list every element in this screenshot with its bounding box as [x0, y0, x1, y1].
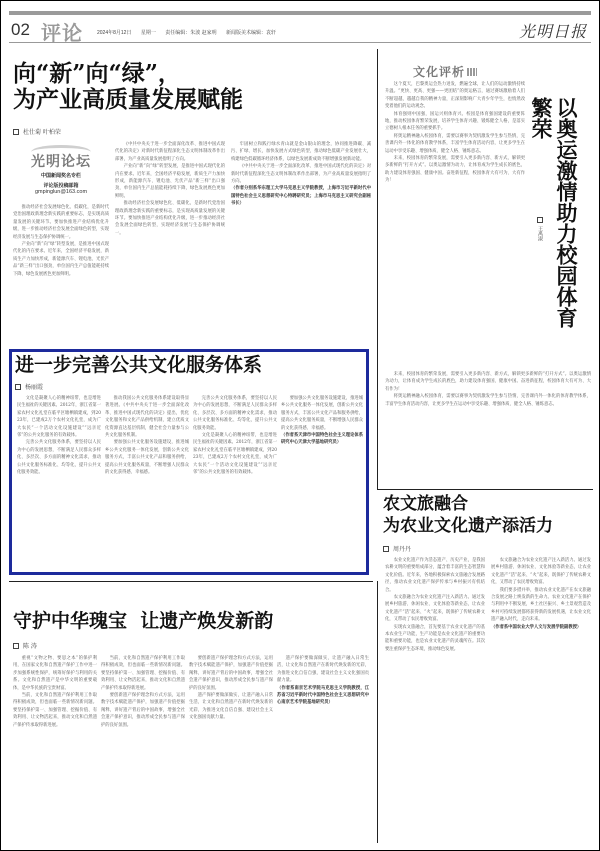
byline-agri-culture: 周丹丹 — [383, 544, 411, 553]
section-divider — [377, 489, 593, 490]
article-body-public-culture-col4: 要加强公共文化服务设施建设，推进城乡公共文化服务一体化发展，创新公共文化服务方式，丰富公共文化产品和服务供给，提高公共文化服务质量，不断增强人民群众的文化获得感、幸福感。 （作者系天津市中国特色社会主义理论体系研究中心天津大学基地研究员） — [281, 396, 363, 446]
author-note: （作者系南京艺术学院马克思主义学院教授，江苏省习近平新时代中国特色社会主义思想研究中心南京艺术学院基地研究员） — [277, 685, 369, 706]
section-divider — [9, 581, 373, 582]
author-note: （作者系中国农业大学人文与发展学院副教授） — [491, 624, 582, 630]
article-body-olympics: 这个夏天，巴黎奥运会热力迸发，燃遍全球，让人们的运动激情持续升温。“更快、更高、更强——更团结”的奥运格言，通过赛场激励着人们不断超越，越越自我的精神力量，正深刻影响广大青少年学生，也悄然改变着他们的运动观念。 体育强则中国强，国运兴则体育兴。校园是体育强国建设的重要阵地，推动校园体育繁荣发展，培养学生体育兴趣、锻炼健全人格，是落实立德树人根本任务的重要抓手。 将奥运精神融入校园体育，需要以赛事为契机激发学生参与热情，完善课内外一体化的体育教学体系，丰富学生体育活动内容，让更多学生在运动中享受乐趣、增强体质、健全人格、锤炼意志。 未来，校园体育的繁荣发展，需要引入更多新内容、新方式，解锁更多新鲜的“打开方式”。以奥运激情为动力，让体育成为学生成长的底色，助力建设体育强国、健康中国。奋进新征程，校园体育大有可为、大有作为！ — [385, 82, 525, 184]
headline-line: 为农业文化遗产添活力 — [383, 516, 553, 536]
issue-weekday: 星期一 — [140, 30, 156, 36]
article-body-agri-culture-col2: 农文旅融合为农业文化遗产注入新活力。通过发展乡村旅游、休闲农业、文化体验等新业态，让农业文化遗产“活”起来、“火”起来，既保护了传统农耕文化，又带动了农民增收致富。 我们要多措并举，推动农业文化遗产在农文旅融合发展之路上焕发新的生命力。农业文化遗产在保护与利用中不断发展，乡土社区振兴、乡土景观营造及乡村可持续发展都将获得新的发展机遇，让农业文化遗产融入时代、走向未来。 （作者系中国农业大学人文与发展学院副教授） — [491, 558, 591, 630]
author-note: （作者分别系华东理工大学马克思主义学院教授，上海市习近平新时代中国特色社会主义思想研究中心特聘研究员；上海市马克思主义研究会副秘书长） — [231, 186, 371, 207]
masthead-meta — [97, 29, 284, 36]
issue-date: 2024年8月12日 — [97, 30, 132, 36]
masthead — [9, 17, 591, 43]
byline-square-icon — [383, 546, 389, 552]
article-headline-public-culture[interactable]: 进一步完善公共文化服务体系 — [15, 354, 263, 376]
article-body-agri-culture-col1: 农业文化遗产作为活态遗产、历史产业，是我国农耕文明的重要组成部分，蕴含着丰富的生态智慧和文化价值。近年来，各地积极探索农文旅融合发展路径，推动农业文化遗产保护传承与乡村振兴有机结合。 农文旅融合为农业文化遗产注入新活力。通过发展乡村旅游、休闲农业、文化体验等新业态，让农业文化遗产“活”起来、“火”起来，既保护了传统农耕文化，又带动了农民增收致富。 实现农文旅融合，首先要基于农业文化遗产的基本农业生产功能，生产功能是农业文化遗产的重要功能和重要功能，也是农业文化遗产的灵魂所在。其次要注重保护生态环境，推动绿色发展。 — [385, 558, 485, 652]
article-body-new-green-col3: 牢固树立和践行绿水青山就是金山银山的理念，协同推进降碳、减污、扩绿、增长，加快发展方式绿色转型，推动绿色低碳产业发展壮大，构建绿色低碳循环经济体系，以绿色发展新成效不断增强发展新动能。 《中共中央关于进一步全面深化改革、推进中国式现代化的决定》对新时代新征程深化生态文明体制改革作出部署，为产业高质量发展指明了方向。 （作者分别系华东理工大学马克思主义学院教授，上海市习近平新时代中国特色社会主义思想研究中心特聘研究员；上海市马克思主义研究会副秘书长） — [231, 142, 371, 207]
article-body-new-green-col1: 推动经济社会发展绿色化、低碳化，是新时代党治国理政新理念新实践的重要标志，是实现高质量发展的关键环节。要加快推进产业结构优化升级，进一步推动经济社会发展全面绿色转型，实现经济发展与生态保护协调统一。 产业向“新”向“绿”转型发展，是推进中国式现代化的内在要求。近年来，全国经济平稳发展，新质生产力加快形成，新能源汽车、锂电池、光伏产品“新三样”出口强劲，单位国内生产总值能耗持续下降，绿色发展底色更加鲜明。 — [13, 205, 109, 277]
article-body-olympics-bottom: 未来，校园体育的繁荣发展，需要引入更多新内容、新方式，解锁更多新鲜的“打开方式”。以奥运激情为动力，让体育成为学生成长的底色，助力建设体育强国、健康中国。奋进新征程，校园体育大有可为、大有作为！ 将奥运精神融入校园体育，需要以赛事为契机激发学生参与热情，完善课内外一体化的体育教学体系，丰富学生体育活动内容，让更多学生在运动中享受乐趣、增强体质、健全人格、锤炼意志。 — [385, 372, 591, 407]
byline-square-icon — [13, 129, 19, 135]
article-body-heritage-col2: 当前，文化和自然遗产保护利用工作取得积极成效，但也面临一些新情况新问题。要坚持保护第一、加强管理、挖掘价值、有效利用、让文物活起来，推动文化和自然遗产保护传承取得新进展。 要创新遗产保护理念和方式方法，运用数字技术赋能遗产保护，加强遗产价值挖掘阐释，讲好遗产背后的中国故事，增强全社会遗产保护意识，推动形成全民参与遗产保护的良好氛围。 — [101, 656, 185, 728]
forum-subtitle: 中国新闻奖名专栏 — [40, 173, 81, 179]
forum-email[interactable]: gmpinglun@163.com — [34, 189, 88, 195]
byline-square-icon — [13, 643, 19, 649]
headline-line: 向“新”向“绿”， — [13, 60, 181, 87]
byline-new-green: 杜仕菊 叶柏荣 — [13, 127, 61, 136]
article-body-public-culture-col3: 完善公共文化服务体系，要坚持以人民为中心的发展思想，不断满足人民群众多样化、多层次、多方面的精神文化需求，推动公共文化服务标准化、均等化，提升公共文化服务效能。 文化是凝聚人心的精神纽带，也是增进民生福祉的关键因素。2012年，浙江省第一家农村文化礼堂在临平区塘栖镇建成，到2023年，已建成2万个农村文化礼堂，成为广大农民“一个活动文化设施建设”“远亲近邻”的公共文化服务的有效载体。 — [193, 396, 277, 476]
column-mark-icon — [467, 68, 477, 76]
byline-square-icon — [537, 217, 543, 223]
top-rule — [9, 11, 591, 15]
article-headline-new-green[interactable] — [13, 61, 243, 114]
page-number: 02 — [11, 20, 30, 39]
art-editor: 新闻版美术编辑：袁轩 — [226, 30, 277, 36]
byline-olympics: 王禹淑 — [537, 217, 544, 241]
article-body-public-culture-col2: 推动我国公共文化服务体系建设取得显著进展。《中共中央关于进一步全面深化改革、推进中国式现代化的决定》提出，优化文化服务和文化产品供给机制，建立优质文化资源直达基层机制，健全社会力量参与公共文化服务机制。 要加强公共文化服务设施建设，推进城乡公共文化服务一体化发展，创新公共文化服务方式，丰富公共文化产品和服务供给，提高公共文化服务质量，不断增强人民群众的文化获得感、幸福感。 — [105, 396, 189, 476]
article-body-heritage-col3: 要创新遗产保护理念和方式方法，运用数字技术赋能遗产保护，加强遗产价值挖掘阐释，讲好遗产背后的中国故事，增强全社会遗产保护意识，推动形成全民参与遗产保护的良好氛围。 遗产保护要做深做实，让遗产融入日常生活，让文化和自然遗产在新时代焕发新的光彩，为推进文化自信自强、建设社会主义文化强国贡献力量。 — [189, 656, 273, 721]
column-divider — [377, 581, 378, 843]
byline-heritage: 陈 涛 — [13, 641, 37, 650]
newspaper-logo: 光明日报 — [518, 22, 587, 41]
forum-box — [13, 151, 109, 203]
headline-line: 农文旅融合 — [383, 494, 468, 514]
article-body-new-green-col2: 《中共中央关于进一步全面深化改革、推进中国式现代化的决定》对新时代新征程深化生态文明体制改革作出部署，为产业高质量发展指明了方向。 产业向“新”向“绿”转型发展，是推进中国式现代化的内在要求。近年来，全国经济平稳发展，新质生产力加快形成，新能源汽车、锂电池、光伏产品“新三样”出口强劲，单位国内生产总值能耗持续下降，绿色发展底色更加鲜明。 推动经济社会发展绿色化、低碳化，是新时代党治国理政新理念新实践的重要标志，是实现高质量发展的关键环节。要加快推进产业结构优化升级，进一步推动经济社会发展全面绿色转型，实现经济发展与生态保护协调统一。 — [115, 142, 225, 236]
forum-submission-label: 评论版投稿邮箱 — [43, 183, 79, 189]
editors: 责任编辑：朱波 赵家明 — [165, 30, 217, 36]
column-divider — [377, 49, 378, 489]
article-body-heritage-col4: 遗产保护要做深做实，让遗产融入日常生活，让文化和自然遗产在新时代焕发新的光彩，为推进文化自信自强、建设社会主义文化强国贡献力量。 （作者系南京艺术学院马克思主义学院教授，江苏省习近平新时代中国特色社会主义思想研究中心南京艺术学院基地研究员） — [277, 656, 369, 706]
section-name: 评论 — [41, 21, 83, 45]
forum-arc-icon — [31, 145, 91, 159]
article-headline-heritage[interactable]: 守护中华瑰宝 让遗产焕发新韵 — [13, 610, 274, 632]
article-headline-olympics[interactable]: 以奥运激情助力校园体育繁荣 — [529, 97, 579, 328]
article-body-heritage-col1: 重视“文物之物、要思之本”的保护利用，在国家文化和自然遗产保护工作中进一步加强系统性保护，统筹好保护与利用的关系。文化和自然遗产是中华文明的重要载体，是中华民族的宝贵财富。 当前，文化和自然遗产保护利用工作取得积极成效，但也面临一些新情况新问题。要坚持保护第一、加强管理、挖掘价值、有效利用、让文物活起来，推动文化和自然遗产保护传承取得新进展。 — [13, 656, 97, 728]
byline-square-icon — [15, 384, 21, 390]
headline-line: 为产业高质量发展赋能 — [13, 86, 243, 114]
author-note: （作者系天津市中国特色社会主义理论体系研究中心天津大学基地研究员） — [281, 433, 363, 446]
byline-public-culture: 杨丽霞 — [15, 382, 43, 391]
column-label-cultural-analysis: 文化评析 — [413, 63, 477, 80]
article-body-public-culture-col1: 文化是凝聚人心的精神纽带，也是增进民生福祉的关键因素。2012年，浙江省第一家农村文化礼堂在临平区塘栖镇建成，到2023年，已建成2万个农村文化礼堂，成为广大农民“一个活动文化设施建设”“远亲近邻”的公共文化服务的有效载体。 完善公共文化服务体系，要坚持以人民为中心的发展思想，不断满足人民群众多样化、多层次、多方面的精神文化需求，推动公共文化服务标准化、均等化，提升公共文化服务效能。 — [17, 396, 101, 476]
article-headline-agri-culture[interactable] — [383, 493, 553, 537]
forum-title: 光明论坛 — [31, 153, 91, 169]
